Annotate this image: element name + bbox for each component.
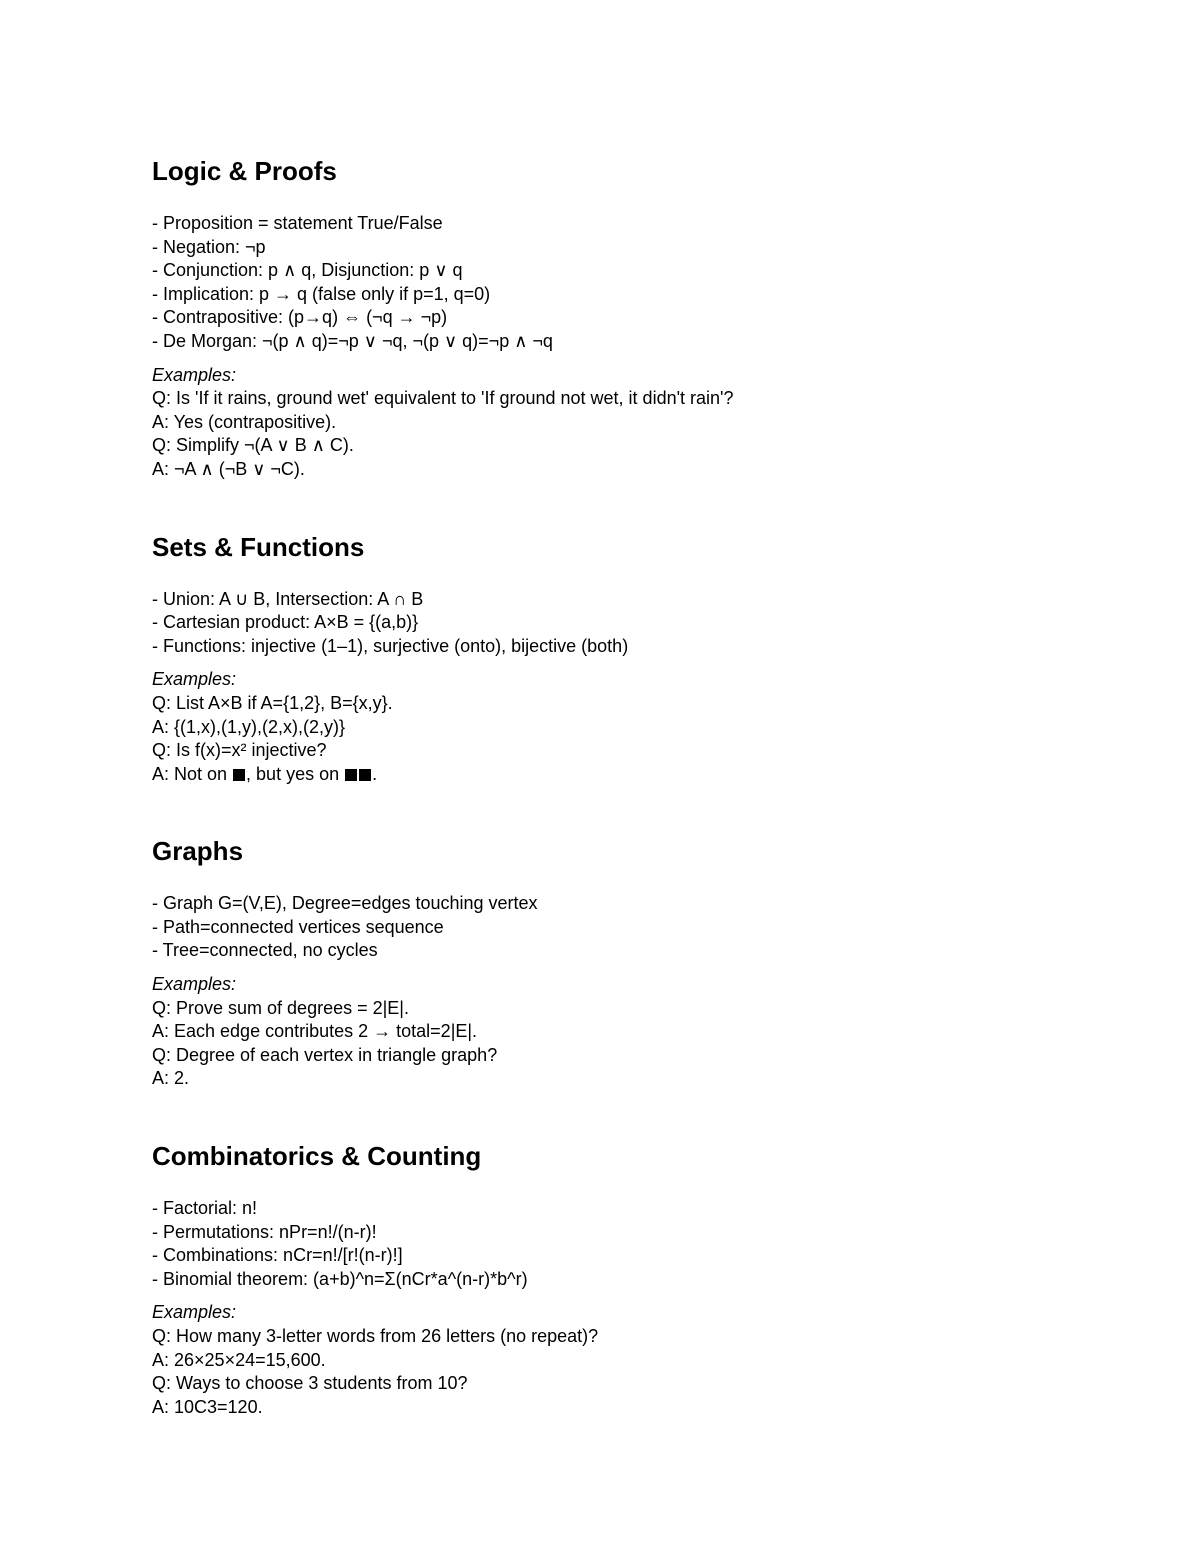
bullet-item: - Combinations: nCr=n!/[r!(n-r)!] [152,1245,403,1266]
bullet-item: - Path=connected vertices sequence [152,916,444,937]
section-title: Sets & Functions [152,531,365,562]
missing-glyph-icon [233,769,245,781]
bullet-item: - Binomial theorem: (a+b)^n=Σ(nCr*a^(n-r)*b^r) [152,1268,528,1289]
qa-line-middle: , but yes on [246,763,345,784]
qa-line: A: 10C3=120. [152,1396,263,1417]
qa-line: Q: Prove sum of degrees = 2|E|. [152,997,409,1018]
document-page [152,148,1132,1419]
bullet-item: - Functions: injective (1–1), surjective (onto), bijective (both) [152,635,629,656]
qa-line: A: {(1,x),(1,y),(2,x),(2,y)} [152,716,346,737]
qa-line: Q: How many 3-letter words from 26 letters (no repeat)? [152,1326,599,1346]
qa-line: Q: Ways to choose 3 students from 10? [152,1373,468,1394]
qa-line: A: ¬A ∧ (¬B ∨ ¬C). [152,458,305,479]
bullet-list [152,588,1132,659]
bullet-item: - Proposition = statement True/False [152,213,443,233]
bullet-item: - De Morgan: ¬(p ∧ q)=¬p ∨ ¬q, ¬(p ∨ q)=¬p ∧ ¬q [152,330,553,351]
section-graphs [152,828,1132,1091]
qa-line-missing-glyphs [152,763,1132,787]
section-combinatorics [152,1133,1132,1419]
qa-line-prefix: A: Not on [152,763,233,784]
bullet-item: - Negation: ¬p [152,236,266,257]
qa-line: Q: Is f(x)=x² injective? [152,740,327,761]
examples-label: Examples: [152,974,237,995]
bullet-item: - Permutations: nPr=n!/(n-r)! [152,1221,377,1242]
bullet-list [152,1197,1132,1291]
examples-label: Examples: [152,364,237,385]
examples-label: Examples: [152,1302,237,1323]
qa-line: A: Each edge contributes 2 → total=2|E|. [152,1021,478,1042]
bullet-item: - Factorial: n! [152,1198,258,1219]
bullet-item: - Cartesian product: A×B = {(a,b)} [152,612,419,633]
qa-line-suffix: . [372,763,378,784]
bullet-list [152,212,1132,354]
examples-label: Examples: [152,669,237,690]
qa-line: A: 26×25×24=15,600. [152,1349,326,1370]
bullet-item: - Union: A ∪ B, Intersection: A ∩ B [152,588,424,609]
section-sets-functions [152,524,1132,787]
bullet-item: - Contrapositive: (p→q) ⇔ (¬q → ¬p) [152,307,448,328]
missing-glyph-icon [345,769,357,781]
qa-line: Q: List A×B if A={1,2}, B={x,y}. [152,692,393,713]
section-title: Combinatorics & Counting [152,1141,482,1172]
bullet-item: - Tree=connected, no cycles [152,940,378,961]
qa-line: Q: Is 'If it rains, ground wet' equivalent to 'If ground not wet, it didn't rain'? [152,388,734,409]
qa-line: A: 2. [152,1068,190,1089]
section-title: Logic & Proofs [152,156,337,186]
section-title: Graphs [152,836,244,867]
section-logic-proofs [152,148,1132,482]
bullet-list [152,892,1132,963]
bullet-item: - Implication: p → q (false only if p=1, q=0) [152,283,491,304]
bullet-item: - Conjunction: p ∧ q, Disjunction: p ∨ q [152,260,463,281]
qa-line: A: Yes (contrapositive). [152,411,337,432]
missing-glyph-icon [359,769,371,781]
bullet-item: - Graph G=(V,E), Degree=edges touching vertex [152,893,538,914]
qa-line: Q: Simplify ¬(A ∨ B ∧ C). [152,435,354,456]
qa-line: Q: Degree of each vertex in triangle graph? [152,1044,498,1065]
